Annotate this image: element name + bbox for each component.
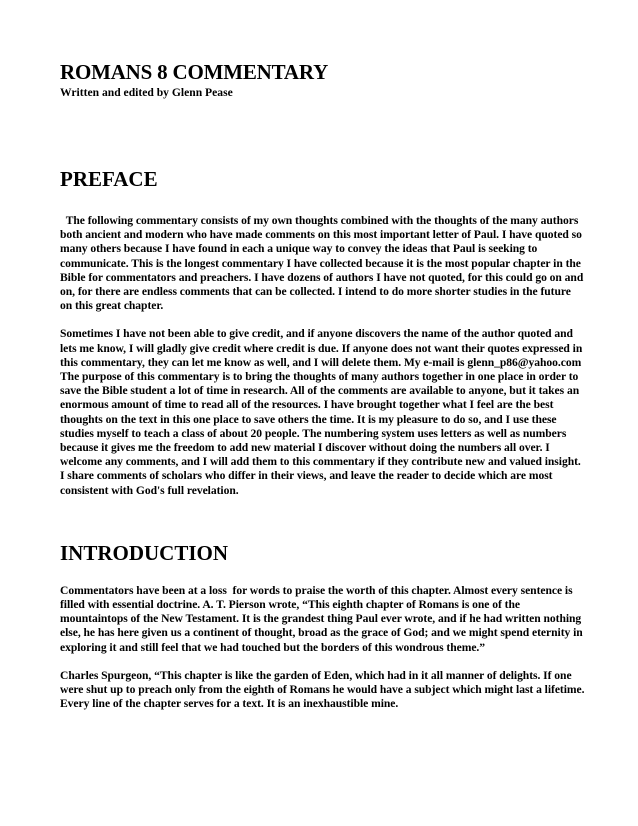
introduction-paragraph: Commentators have been at a loss for words to praise the worth of this chapter. Almost every sentence is filled with essential doctrine. A. T. Pierson wrote, “This eighth chapter of Romans is one of the mountaintops of the New Testament. It is the grandest thing Paul ever wrote, and if he had written nothing else, he has here given us a continent of thought, broad as the grace of God; and we might spend eternity in exploring it and still feel that we had touched but the borders of this wondrous theme.” — [60, 583, 586, 654]
document-subtitle: Written and edited by Glenn Pease — [60, 86, 233, 99]
introduction-heading: INTRODUCTION — [60, 540, 229, 565]
preface-paragraph: The following commentary consists of my own thoughts combined with the thoughts of the many authors both ancient and modern who have made comments on this most important letter of Paul. I have quoted so many others because I have found in each a unique way to convey the ideas that Paul is seeking to communicate. This is the longest commentary I have collected because it is the most popular chapter in the Bible for commentators and preachers. I have dozens of authors I have not quoted, for this could go on and on, for there are endless comments that can be collected. I intend to do more shorter studies in the future on this great chapter. — [60, 214, 587, 313]
preface-paragraph: Sometimes I have not been able to give credit, and if anyone discovers the name of the author quoted and lets me know, I will gladly give credit where credit is due. If anyone does not want their quotes expressed in this commentary, they can let me know as well, and I will delete them. My e-mail is glenn_p86@yahoo.com The purpose of this commentary is to bring the thoughts of many authors together in one place in order to save the Bible student a lot of time in research. All of the comments are available to anyone, but it takes an enormous amount of time to read all of the resources. I have brought together what I feel are the best thoughts on the text in this one place to save others the time. It is my pleasure to do so, and I use these studies myself to teach a class of about 20 people. The numbering system uses letters as well as numbers because it gives me the freedom to add new material I discover without doing the numbers all over. I welcome any comments, and I will add them to this commentary if they contribute new and valued insight. I share comments of scholars who differ in their views, and leave the reader to decide which are most consistent with God's full revelation. — [60, 327, 587, 497]
document-page — [60, 60, 588, 711]
document-title: ROMANS 8 COMMENTARY — [60, 60, 329, 84]
preface-heading: PREFACE — [60, 167, 158, 191]
introduction-paragraph: Charles Spurgeon, “This chapter is like the garden of Eden, which had in it all manner of delights. If one were shut up to preach only from the eighth of Romans he would have a subject which might last a lifetime. Every line of the chapter serves for a text. It is an inexhaustible mine. — [60, 668, 588, 711]
